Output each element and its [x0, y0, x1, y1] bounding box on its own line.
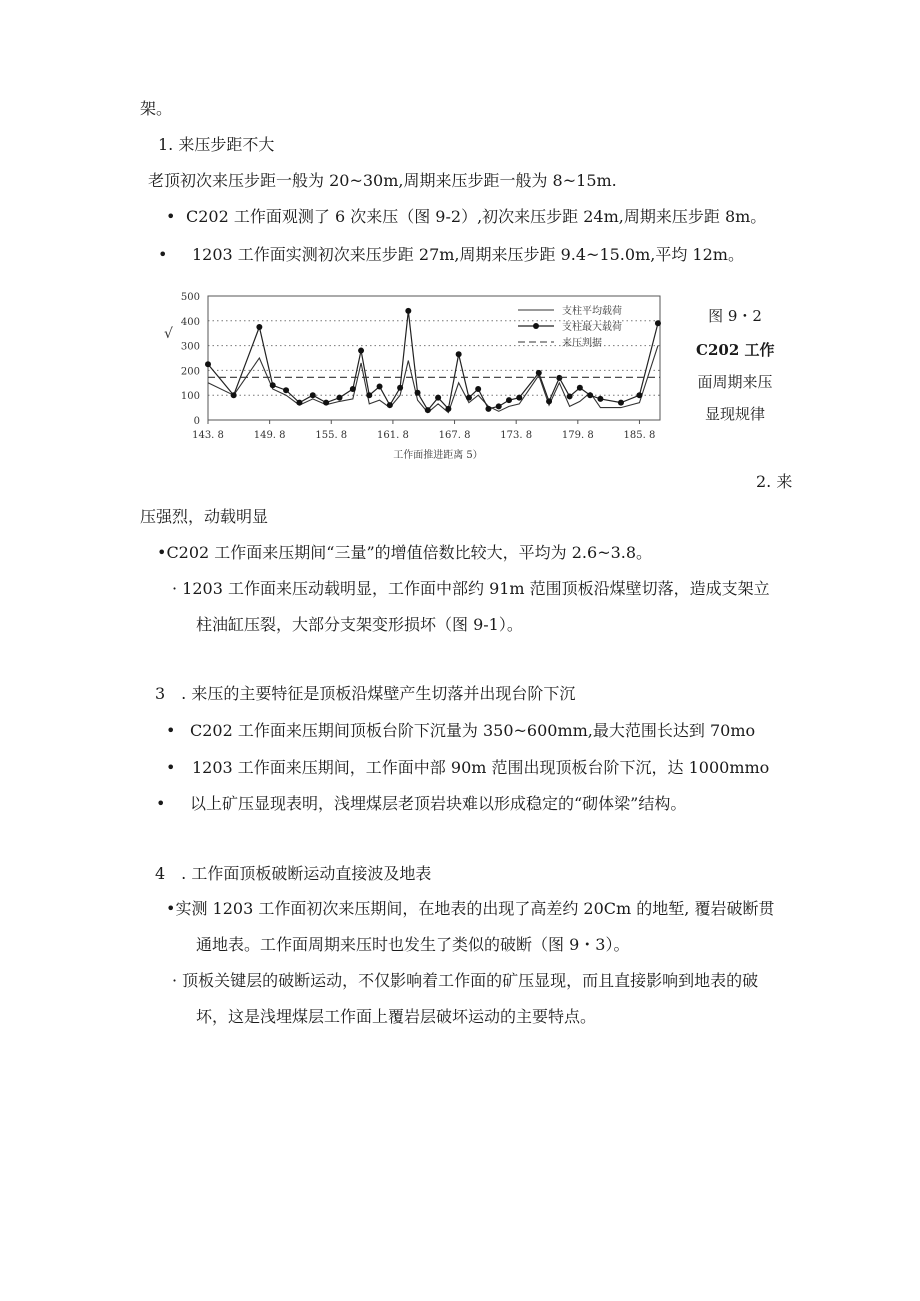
max-load-point	[445, 406, 451, 412]
section-heading-2-end: 压强烈，动载明显	[140, 507, 269, 526]
figure-caption-number: 图 9・2	[708, 307, 762, 325]
max-load-point	[435, 395, 441, 401]
bullet-item: 以上矿压显现表明，浅埋煤层老顶岩块难以形成稳定的“砌体梁”结构。	[190, 794, 687, 813]
x-tick-label: 161. 8	[377, 430, 409, 441]
y-tick-label: 500	[180, 292, 200, 303]
max-load-point	[310, 392, 316, 398]
text-line: 老顶初次来压步距一般为 20~30m,周期来压步距一般为 8~15m.	[148, 171, 617, 190]
y-axis-label-fragment: √	[164, 326, 173, 342]
legend-label: 支柱平均载荷	[562, 306, 622, 317]
y-tick-label: 0	[193, 416, 200, 427]
bullet-mark: •	[166, 758, 176, 777]
series-line-average-load	[208, 346, 658, 413]
bullet-mark: •	[158, 245, 168, 264]
bullet-mark: •	[156, 794, 166, 813]
bullet-item: C202 工作面观测了 6 次来压（图 9-2）,初次来压步距 24m,周期来压步距 8m。	[186, 207, 767, 226]
x-tick-label: 185. 8	[623, 430, 656, 441]
bullet-item: · 1203 工作面来压动载明显，工作面中部约 91m 范围顶板沿煤壁切落，造成支架立	[172, 579, 770, 598]
x-tick-label: 155. 8	[315, 430, 348, 441]
bullet-mark: •	[166, 207, 176, 226]
bullet-mark: •	[166, 721, 176, 740]
max-load-point	[323, 400, 329, 406]
x-tick-label: 167. 8	[438, 430, 471, 441]
section-heading-2-start: 2. 来	[756, 472, 793, 491]
section-heading-4: 4 . 工作面顶板破断运动直接波及地表	[155, 864, 432, 883]
max-load-point	[425, 407, 431, 413]
max-load-point	[256, 324, 262, 330]
bullet-item-continuation: 柱油缸压裂，大部分支架变形损坏（图 9-1）。	[196, 615, 523, 634]
max-load-point	[387, 402, 393, 408]
max-load-point	[336, 395, 342, 401]
text-line-continuation: 架。	[140, 99, 173, 118]
max-load-point	[475, 386, 481, 392]
max-load-point	[205, 361, 211, 367]
legend-swatch-marker	[533, 323, 539, 329]
figure-caption-line: 面周期来压	[697, 373, 773, 391]
x-tick-label: 143. 8	[192, 430, 224, 441]
max-load-point	[567, 393, 573, 399]
bullet-item: •C202 工作面来压期间“三量”的增值倍数比较大，平均为 2.6~3.8。	[157, 543, 653, 562]
max-load-point	[366, 392, 372, 398]
bullet-item: 1203 工作面实测初次来压步距 27m,周期来压步距 9.4~15.0m,平均 12m。	[192, 245, 744, 264]
max-load-point	[496, 403, 502, 409]
legend-label: 支柱最大载荷	[562, 322, 622, 333]
max-load-point	[506, 397, 512, 403]
max-load-point	[618, 400, 624, 406]
max-load-point	[536, 370, 542, 376]
max-load-point	[466, 395, 472, 401]
max-load-point	[597, 396, 603, 402]
max-load-point	[270, 382, 276, 388]
x-axis-label: 工作面推进距离 5）	[393, 450, 483, 461]
max-load-point	[636, 392, 642, 398]
max-load-point	[296, 400, 302, 406]
max-load-point	[546, 398, 552, 404]
max-load-point	[485, 406, 491, 412]
y-tick-label: 400	[180, 316, 200, 328]
max-load-point	[283, 387, 289, 393]
legend-label: 来压判据	[562, 338, 602, 349]
figure-caption-line: 显现规律	[704, 405, 765, 423]
bullet-item-continuation: 坏，这是浅埋煤层工作面上覆岩层破坏运动的主要特点。	[196, 1007, 597, 1026]
max-load-point	[456, 351, 462, 357]
x-tick-label: 149. 8	[253, 430, 286, 441]
max-load-point	[231, 392, 237, 398]
section-heading-1: 1. 来压步距不大	[158, 135, 275, 154]
y-tick-label: 100	[180, 391, 200, 403]
max-load-point	[516, 395, 522, 401]
max-load-point	[405, 308, 411, 314]
max-load-point	[358, 348, 364, 354]
bullet-item: C202 工作面来压期间顶板台阶下沉量为 350~600mm,最大范围长达到 70mo	[190, 721, 756, 740]
y-tick-label: 300	[180, 341, 200, 353]
max-load-point	[415, 390, 421, 396]
bullet-item-continuation: 通地表。工作面周期来压时也发生了类似的破断（图 9・3）。	[196, 935, 630, 954]
max-load-point	[397, 385, 403, 391]
x-tick-label: 179. 8	[561, 430, 594, 441]
chart-legend	[518, 304, 622, 349]
max-load-point	[350, 386, 356, 392]
bullet-item: •实测 1203 工作面初次来压期间，在地表的出现了高差约 20Cm 的地堑, 覆岩破断贯	[166, 899, 775, 918]
max-load-point	[577, 385, 583, 391]
x-tick-label: 173. 8	[500, 430, 533, 441]
load-chart	[160, 286, 680, 466]
figure-caption-line: C202 工作	[696, 341, 775, 359]
bullet-item: · 顶板关键层的破断运动，不仅影响着工作面的矿压显现，而且直接影响到地表的破	[172, 971, 759, 990]
bullet-item: 1203 工作面来压期间，工作面中部 90m 范围出现顶板台阶下沉，达 1000mmo	[192, 758, 770, 777]
max-load-point	[587, 392, 593, 398]
max-load-point	[377, 384, 383, 390]
y-tick-label: 200	[180, 366, 200, 378]
section-heading-3: 3 . 来压的主要特征是顶板沿煤壁产生切落并出现台阶下沉	[155, 684, 576, 703]
max-load-point	[655, 320, 661, 326]
